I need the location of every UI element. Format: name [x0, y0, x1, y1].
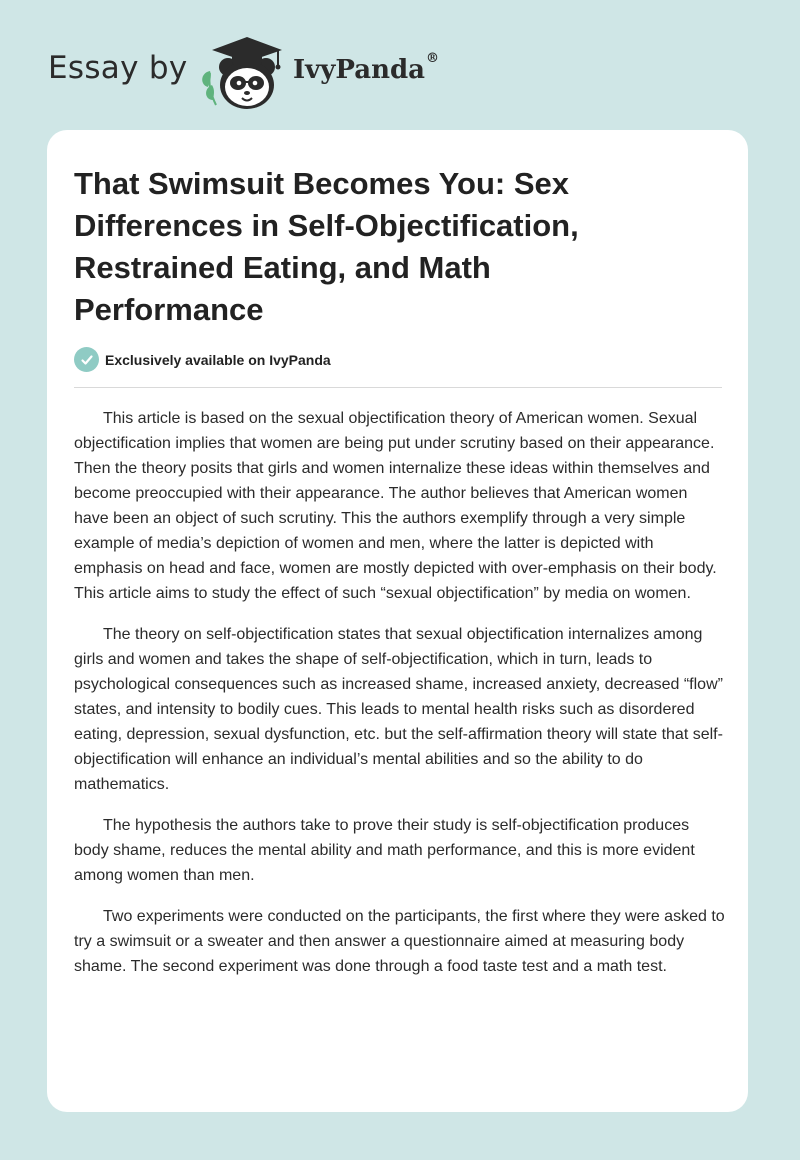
paragraph: This article is based on the sexual objectification theory of American women. Sexual objectification implies that women are being put under scrutiny based on their appearance. Then the theory posits that girls and women internalize these ideas within themselves and become preoccupied with their appearance. The author believes that American women have been an object of such scrutiny. This the authors exemplify through a very simple example of media’s depiction of women and men, where the latter is depicted with emphasis on head and face, women are mostly depicted with over-emphasis on their body. This article aims to study the effect of such “sexual objectification” by media on women.: [74, 410, 717, 602]
registered-mark: ®: [426, 51, 440, 66]
exclusive-badge: [74, 347, 331, 372]
essay-title: That Swimsuit Becomes You: Sex Differences in Self-Objectification, Restrained Eating, and Math Performance: [74, 166, 579, 327]
essay-body: [74, 406, 726, 995]
site-header: [0, 0, 800, 130]
paragraph: The hypothesis the authors take to prove their study is self-objectification produces body shame, reduces the mental ability and math performance, and this is more evident among women than men.: [74, 817, 695, 884]
badge-label: Exclusively available on IvyPanda: [105, 351, 331, 368]
paragraph: Two experiments were conducted on the participants, the first where they were asked to try a swimsuit or a sweater and then answer a questionnaire aimed at measuring body shame. The second experiment was done through a food taste test and a math test.: [74, 908, 725, 975]
essay-card: [47, 130, 748, 1112]
panda-graduate-logo-icon[interactable]: [198, 33, 290, 113]
brand-name[interactable]: [293, 51, 440, 85]
divider: [74, 387, 722, 388]
brand-name-text: IvyPanda: [293, 55, 426, 85]
paragraph: The theory on self-objectification states that sexual objectification internalizes among girls and women and takes the shape of self-objectification, which in turn, leads to psychological consequences such as increased shame, increased anxiety, decreased “flow” states, and intensity to bodily cues. This leads to mental health risks such as disordered eating, depression, sexual dysfunction, etc. but the self-affirmation theory will state that self-objectification will enhance an individual’s mental abilities and so the ability to do mathematics.: [74, 626, 723, 793]
brand-prefix: Essay by: [48, 50, 188, 86]
check-circle-icon: [74, 347, 99, 372]
